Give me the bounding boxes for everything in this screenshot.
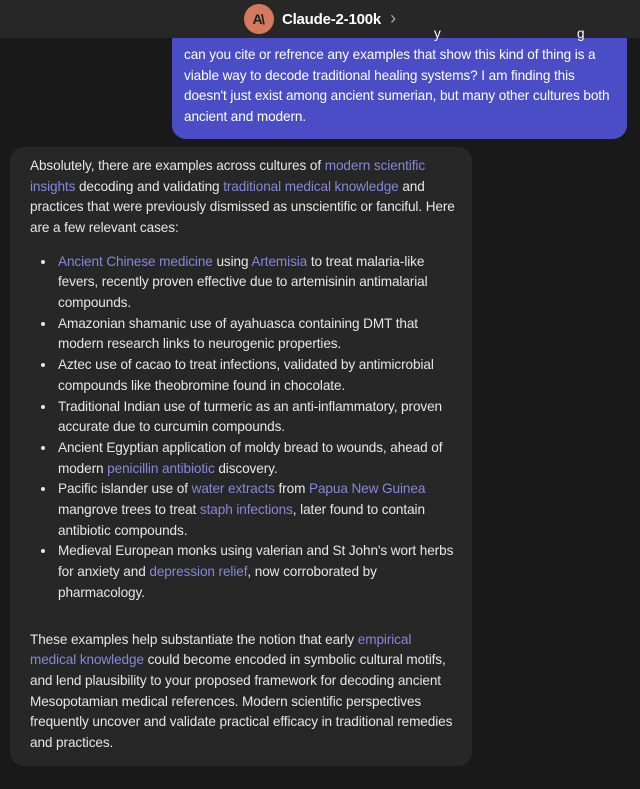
inline-link[interactable]: depression relief [149,564,248,580]
assistant-outro-paragraph [30,630,458,754]
bot-avatar [244,4,274,34]
bullet-item [56,438,458,479]
inline-link[interactable]: modern scientific insights [30,157,426,194]
inline-link[interactable]: staph infections [199,502,293,518]
text-segment: Medieval European monks using valerian and St John's wort herbs for anxiety and [58,543,454,580]
text-segment: , later found to contain antibiotic compounds. [58,502,425,538]
chevron-right-icon: › [390,8,397,28]
bullet-item [56,252,458,314]
bullet-item [56,355,458,396]
text-segment: Amazonian shamanic use of ayahuasca containing DMT that modern research links to neurogenic properties. [58,315,418,352]
bullet-item [56,397,458,438]
chat-scroll-area[interactable] [0,26,640,789]
text-segment: mangrove trees to treat [58,502,200,518]
inline-link[interactable]: water extracts [191,481,275,497]
text-segment: , now corroborated by pharmacology. [58,564,377,600]
bullet-item [56,541,458,603]
text-segment: from [274,481,309,497]
text-segment: could become encoded in symbolic cultural motifs, and lend plausibility to your proposed framework for decoding ancient Mesopotamian medical references. Modern scientific perspectives frequently uncover and validate practical efficacy in traditional remedies and practices. [30,652,453,751]
anthropic-logo-icon: A\ [252,11,264,27]
clipped-glyph: g [577,26,585,41]
text-segment: Traditional Indian use of turmeric as an anti-inflammatory, proven accurate due to curcumin compounds. [58,398,443,435]
text-segment: discovery. [214,460,278,476]
bullet-item [56,479,458,541]
bullet-item [56,314,458,355]
clipped-glyph: y [434,26,441,41]
inline-link[interactable]: traditional medical knowledge [223,178,399,194]
chat-header [0,0,640,38]
inline-link[interactable]: Papua New Guinea [308,481,426,497]
inline-link[interactable]: penicillin antibiotic [107,460,215,476]
text-segment: Aztec use of cacao to treat infections, validated by antimicrobial compounds like theobromine found in chocolate. [58,357,434,393]
assistant-intro-paragraph [30,156,458,239]
text-segment: using [212,253,252,269]
text-segment: Absolutely, there are examples across cultures of [30,157,325,173]
user-message-bubble [172,26,627,139]
text-segment: to treat malaria-like fevers, recently proven effective due to artemisinin antimalarial compounds. [58,253,428,311]
text-segment: and practices that were previously dismissed as unscientific or fanciful. Here are a few relevant cases: [30,178,455,235]
text-segment: Pacific islander use of [58,481,192,497]
inline-link[interactable]: empirical medical knowledge [30,631,412,668]
bot-name-title: Claude-2-100k [281,10,382,28]
user-message-text: can you cite or refrence any examples that show this kind of thing is a viable way to decode traditional healing systems? I am finding this doesn't just exist among ancient sumerian, but many other cultures both ancient and modern. [184,47,610,125]
assistant-bullet-list [30,252,458,604]
inline-link[interactable]: Artemisia [251,253,308,269]
bot-selector-button[interactable] [244,4,396,34]
text-segment: Ancient Egyptian application of moldy bread to wounds, ahead of modern [58,439,443,476]
text-segment: decoding and validating [75,178,224,194]
clipped-text-line [184,26,615,45]
text-segment: These examples help substantiate the notion that early [30,631,358,647]
assistant-message-bubble [10,147,472,766]
inline-link[interactable]: Ancient Chinese medicine [58,253,213,269]
